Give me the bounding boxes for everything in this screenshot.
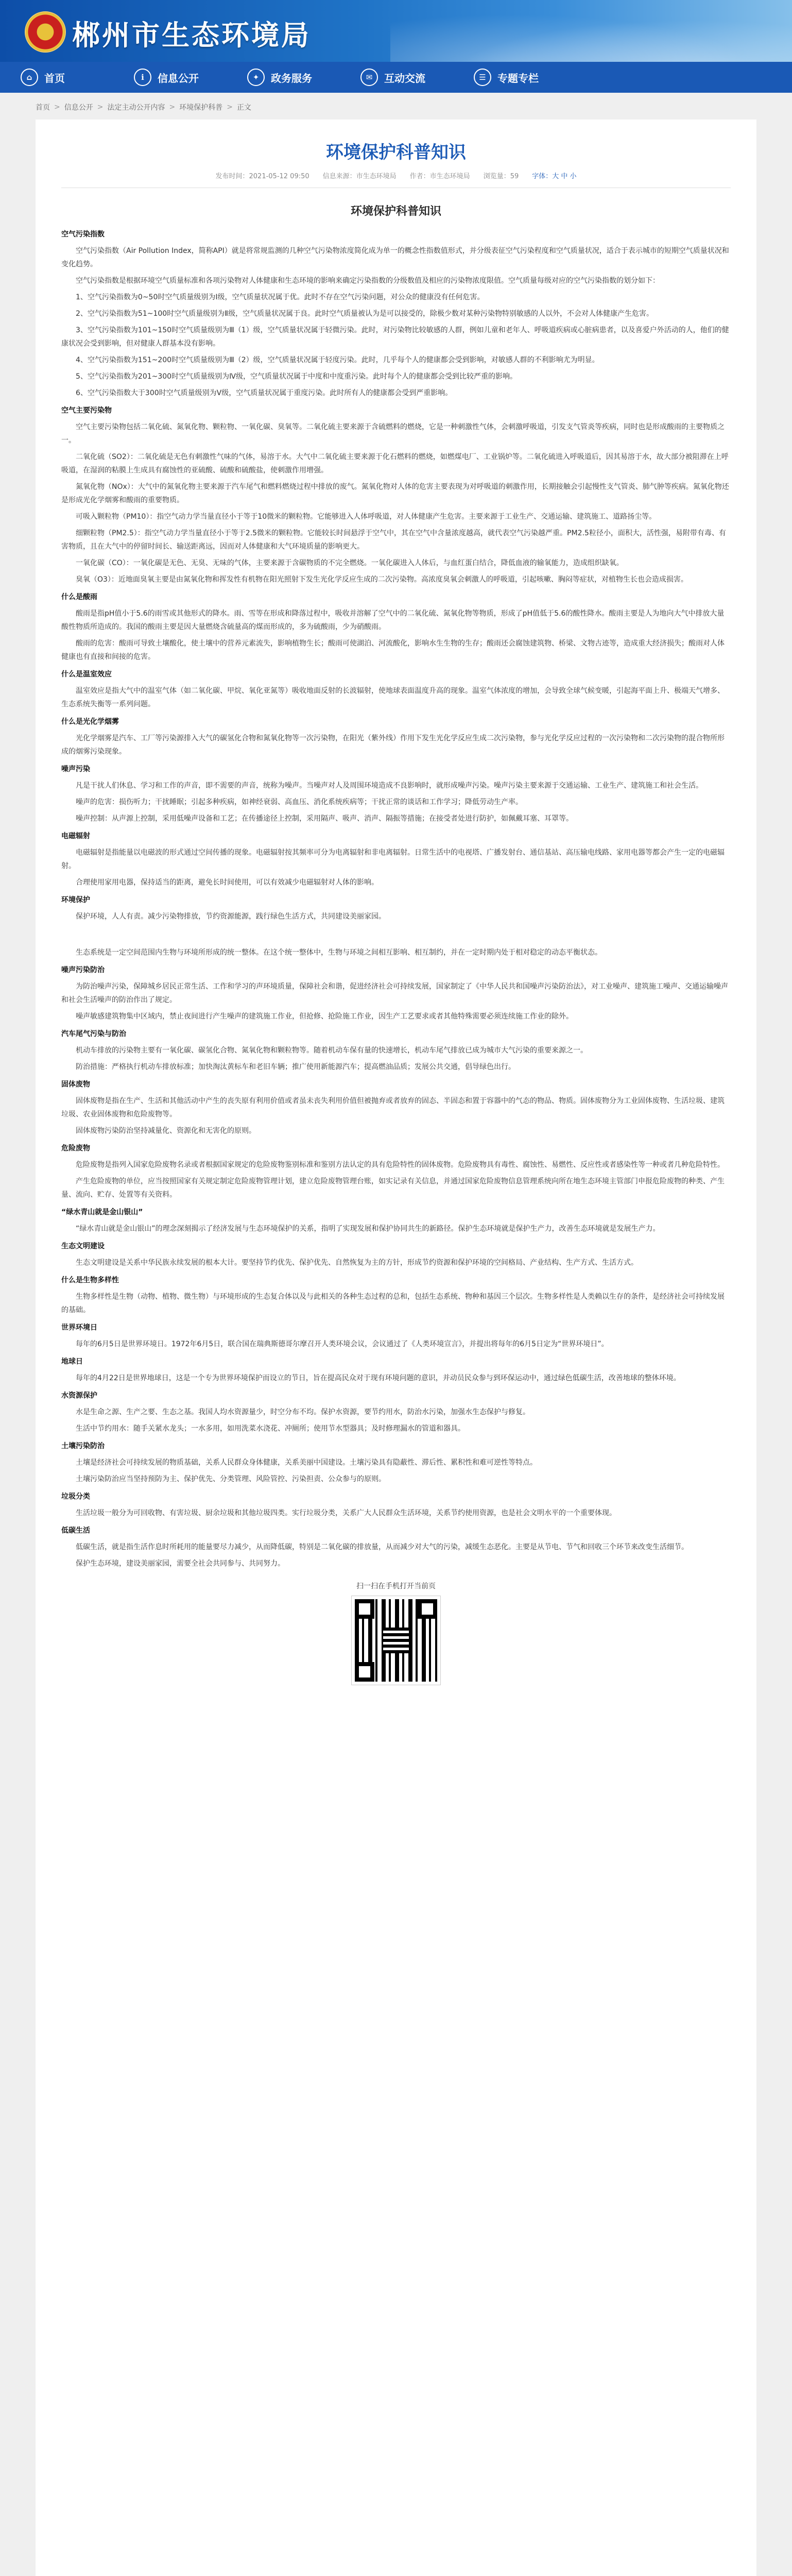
view-count: 浏览量：59 <box>483 173 519 180</box>
nav-item-2[interactable] <box>247 69 360 86</box>
font-size-control[interactable]: 字体：大 中 小 <box>532 173 577 180</box>
nav-item-1[interactable] <box>134 69 247 86</box>
nav-item-3[interactable] <box>360 69 474 86</box>
paragraph: 噪声控制：从声源上控制，采用低噪声设备和工艺；在传播途径上控制，采用隔声、吸声、消声、隔振等措施；在接受者处进行防护，如佩戴耳塞、耳罩等。 <box>76 815 573 823</box>
paragraph: 水是生命之源、生产之要、生态之基。我国人均水资源量少，时空分布不均。保护水资源，要节约用水，防治水污染，加强水生态保护与修复。 <box>76 1408 530 1416</box>
nav-item-label: 政务服务 <box>271 72 312 84</box>
paragraph: 每年的4月22日是世界地球日，这是一个专为世界环境保护而设立的节日，旨在提高民众对于现有环境问题的意识，并动员民众参与到环保运动中，通过绿色低碳生活，改善地球的整体环境。 <box>76 1374 681 1382</box>
section-heading: 空气主要污染物 <box>61 406 112 415</box>
site-title: 郴州市生态环境局 <box>72 19 311 52</box>
paragraph: 低碳生活，就是指生活作息时所耗用的能量要尽力减少，从而降低碳，特别是二氧化碳的排放量，从而减少对大气的污染，减缓生态恶化。主要是从节电、节气和回收三个环节来改变生活细节。 <box>76 1543 688 1551</box>
paragraph: 防治措施：严格执行机动车排放标准；加快淘汰黄标车和老旧车辆；推广使用新能源汽车；提高燃油品质；发展公共交通，倡导绿色出行。 <box>76 1063 515 1071</box>
paragraph: 空气污染指数（Air Pollution Index，简称API）就是将常规监测的几种空气污染物浓度简化成为单一的概念性指数值形式，并分级表征空气污染程度和空气质量状况，适合于表示城市的短期空气质量状况和变化趋势。 <box>61 247 729 268</box>
section-heading: 土壤污染防治 <box>61 1442 105 1450</box>
breadcrumb-item[interactable]: 首页 <box>36 104 50 112</box>
paragraph: 光化学烟雾是汽车、工厂等污染源排入大气的碳氢化合物和氮氧化物等一次污染物，在阳光（紫外线）作用下发生光化学反应生成二次污染物，参与光化学反应过程的一次污染物和二次污染物的混合物所形成的烟雾污染现象。 <box>61 734 725 756</box>
section-heading: 什么是生物多样性 <box>61 1276 119 1284</box>
paragraph: 为防治噪声污染，保障城乡居民正常生活、工作和学习的声环境质量，保障社会和谐，促进经济社会可持续发展，国家制定了《中华人民共和国噪声污染防治法》，对工业噪声、建筑施工噪声、交通运输噪声和社会生活噪声的防治作出了规定。 <box>61 982 728 1004</box>
paragraph: 臭氧（O3）：近地面臭氧主要是由氮氧化物和挥发性有机物在阳光照射下发生光化学反应生成的二次污染物。高浓度臭氧会刺激人的呼吸道，引起咳嗽、胸闷等症状，对植物生长也会造成损害。 <box>76 575 688 584</box>
section-heading: 环境保护 <box>61 896 90 904</box>
section-heading: 空气污染指数 <box>61 230 105 239</box>
section-heading: 什么是温室效应 <box>61 670 112 679</box>
section-heading: 什么是光化学烟雾 <box>61 718 119 726</box>
article-body-part-1 <box>61 228 731 923</box>
section-heading: 低碳生活 <box>61 1527 90 1535</box>
paragraph: 空气污染指数是根据环境空气质量标准和各项污染物对人体健康和生态环境的影响来确定污染指数的分级数值及相应的污染物浓度限值。空气质量每级对应的空气污染指数的划分如下： <box>76 277 660 285</box>
paragraph: 每年的6月5日是世界环境日。1972年6月5日，联合国在瑞典斯德哥尔摩召开人类环境会议，会议通过了《人类环境宣言》，并提出将每年的6月5日定为“世界环境日”。 <box>76 1340 609 1348</box>
paragraph: 1、空气污染指数为0~50时空气质量级别为Ⅰ级，空气质量状况属于优。此时不存在空气污染问题，对公众的健康没有任何危害。 <box>76 293 485 301</box>
paragraph: 可吸入颗粒物（PM10）：指空气动力学当量直径小于等于10微米的颗粒物。它能够进入人体呼吸道，对人体健康产生危害。主要来源于工业生产、交通运输、建筑施工、道路扬尘等。 <box>76 513 657 521</box>
nav-item-label: 专题专栏 <box>497 72 539 84</box>
breadcrumb-item[interactable]: 信息公开 <box>64 104 93 112</box>
emblem-icon <box>25 11 66 53</box>
breadcrumb-separator: > <box>54 103 60 111</box>
paragraph: 危险废物是指列入国家危险废物名录或者根据国家规定的危险废物鉴别标准和鉴别方法认定的具有危险特性的固体废物。危险废物具有毒性、腐蚀性、易燃性、反应性或者感染性等一种或者几种危险特性。 <box>76 1161 725 1169</box>
service-icon: ✦ <box>247 69 265 86</box>
paragraph: 固体废物是指在生产、生活和其他活动中产生的丧失原有利用价值或者虽未丧失利用价值但被抛弃或者放弃的固态、半固态和置于容器中的气态的物品、物质。固体废物分为工业固体废物、生活垃圾、建筑垃圾、农业固体废物和危险废物等。 <box>61 1097 725 1118</box>
paragraph: 3、空气污染指数为101~150时空气质量级别为Ⅲ（1）级，空气质量状况属于轻微污染。此时，对污染物比较敏感的人群，例如儿童和老年人、呼吸道疾病或心脏病患者，以及喜爱户外活动的人，他们的健康状况会受到影响，但对健康人群基本没有影响。 <box>61 326 729 348</box>
section-heading: 生态文明建设 <box>61 1242 105 1250</box>
article-body-part-2 <box>61 946 731 1570</box>
nav-item-label: 互动交流 <box>384 72 425 84</box>
chat-icon: ✉ <box>360 69 378 86</box>
article-author: 作者：市生态环境局 <box>409 173 470 180</box>
article-subtitle: 环境保护科普知识 <box>350 205 441 218</box>
paragraph: “绿水青山就是金山银山”的理念深刻揭示了经济发展与生态环境保护的关系，指明了实现发展和保护协同共生的新路径。保护生态环境就是保护生产力，改善生态环境就是发展生产力。 <box>76 1225 660 1233</box>
paragraph: 生活中节约用水：随手关紧水龙头；一水多用，如用洗菜水浇花、冲厕所；使用节水型器具；及时修理漏水的管道和器具。 <box>76 1425 465 1433</box>
paragraph: 合理使用家用电器，保持适当的距离，避免长时间使用，可以有效减少电磁辐射对人体的影响。 <box>76 878 378 887</box>
paragraph: 保护环境，人人有责。减少污染物排放，节约资源能源，践行绿色生活方式，共同建设美丽家园。 <box>76 912 386 921</box>
article-source: 信息来源：市生态环境局 <box>322 173 397 180</box>
section-heading: 垃圾分类 <box>61 1493 90 1501</box>
section-heading: “绿水青山就是金山银山” <box>61 1208 143 1216</box>
breadcrumb-separator: > <box>227 103 233 111</box>
paragraph: 生态文明建设是关系中华民族永续发展的根本大计。要坚持节约优先、保护优先、自然恢复为主的方针，形成节约资源和保护环境的空间格局、产业结构、生产方式、生活方式。 <box>76 1259 638 1267</box>
paragraph: 产生危险废物的单位，应当按照国家有关规定制定危险废物管理计划，建立危险废物管理台账，如实记录有关信息，并通过国家危险废物信息管理系统向所在地生态环境主管部门申报危险废物的种类、产生量、流向、贮存、处置等有关资料。 <box>61 1177 725 1199</box>
section-heading: 噪声污染防治 <box>61 966 105 974</box>
paragraph: 电磁辐射是指能量以电磁波的形式通过空间传播的现象。电磁辐射按其频率可分为电离辐射和非电离辐射。日常生活中的电视塔、广播发射台、通信基站、高压输电线路、家用电器等都会产生一定的电磁辐射。 <box>61 849 725 870</box>
breadcrumb-separator: > <box>169 103 176 111</box>
banner-decoration <box>390 5 792 62</box>
paragraph: 2、空气污染指数为51~100时空气质量级别为Ⅱ级，空气质量状况属于良。此时空气质量被认为是可以接受的，除极少数对某种污染物特别敏感的人以外，不会对人体健康产生危害。 <box>76 310 654 318</box>
nav-item-4[interactable] <box>474 69 587 86</box>
paragraph: 5、空气污染指数为201~300时空气质量级别为Ⅳ级，空气质量状况属于中度和中度重污染。此时每个人的健康都会受到比较严重的影响。 <box>76 372 517 381</box>
nav-item-label: 首页 <box>44 72 65 84</box>
paragraph: 土壤污染防治应当坚持预防为主、保护优先、分类管理、风险管控、污染担责、公众参与的原则。 <box>76 1475 386 1483</box>
section-heading: 世界环境日 <box>61 1324 97 1332</box>
breadcrumb-item[interactable]: 法定主动公开内容 <box>107 104 165 112</box>
breadcrumb-item: 正文 <box>236 104 251 112</box>
publish-date: 发布时间：2021-05-12 09:50 <box>215 173 309 180</box>
paragraph: 固体废物污染防治坚持减量化、资源化和无害化的原则。 <box>76 1127 256 1135</box>
section-heading: 电磁辐射 <box>61 832 90 840</box>
breadcrumb <box>36 102 756 112</box>
paragraph: 酸雨的危害：酸雨可导致土壤酸化，使土壤中的营养元素流失，影响植物生长；酸雨可使湖泊、河流酸化，影响水生生物的生存；酸雨还会腐蚀建筑物、桥梁、文物古迹等，造成重大经济损失；酸雨对人体健康也有直接和间接的危害。 <box>61 639 725 661</box>
paragraph: 二氧化硫（SO2）：二氧化硫是无色有刺激性气味的气体，易溶于水。大气中二氧化硫主要来源于化石燃料的燃烧，如燃煤电厂、工业锅炉等。二氧化硫进入呼吸道后，因其易溶于水，故大部分被阻滞在上呼吸道，在湿润的粘膜上生成具有腐蚀性的亚硫酸、硫酸和硫酸盐，使刺激作用增强。 <box>61 453 729 474</box>
section-heading: 危险废物 <box>61 1144 90 1153</box>
section-heading: 水资源保护 <box>61 1392 97 1400</box>
paragraph: 生态系统是一定空间范围内生物与环境所形成的统一整体。在这个统一整体中，生物与环境之间相互影响、相互制约，并在一定时期内处于相对稳定的动态平衡状态。 <box>76 948 602 957</box>
paragraph: 细颗粒物（PM2.5）：指空气动力学当量直径小于等于2.5微米的颗粒物。它能较长时间悬浮于空气中，其在空气中含量浓度越高，就代表空气污染越严重。PM2.5粒径小，面积大，活性强，易附带有毒、有害物质，且在大气中的停留时间长、输送距离远，因而对人体健康和大气环境质量的影响更大。 <box>61 529 726 551</box>
nav-item-label: 信息公开 <box>158 72 199 84</box>
paragraph: 凡是干扰人们休息、学习和工作的声音，即不需要的声音，统称为噪声。当噪声对人及周围环境造成不良影响时，就形成噪声污染。噪声污染主要来源于交通运输、工业生产、建筑施工和社会生活。 <box>76 782 703 790</box>
qr-section <box>61 1581 731 1685</box>
paragraph: 酸雨是指pH值小于5.6的雨雪或其他形式的降水。雨、雪等在形成和降落过程中，吸收并溶解了空气中的二氧化硫、氮氧化物等物质，形成了pH值低于5.6的酸性降水。酸雨主要是人为地向大气中排放大量酸性物质所造成的。我国的酸雨主要是因大量燃烧含硫量高的煤而形成的，多为硫酸雨，少为硝酸雨。 <box>61 609 725 631</box>
section-heading: 固体废物 <box>61 1080 90 1089</box>
paragraph: 一氧化碳（CO）：一氧化碳是无色、无臭、无味的气体，主要来源于含碳物质的不完全燃烧。一氧化碳进入人体后，与血红蛋白结合，降低血液的输氧能力，造成组织缺氧。 <box>76 559 624 567</box>
section-heading: 汽车尾气污染与防治 <box>61 1030 126 1038</box>
section-heading: 地球日 <box>61 1358 83 1366</box>
breadcrumb-item[interactable]: 环境保护科普 <box>179 104 223 112</box>
topic-icon: ☰ <box>474 69 491 86</box>
breadcrumb-separator: > <box>97 103 104 111</box>
paragraph: 6、空气污染指数大于300时空气质量级别为Ⅴ级，空气质量状况属于重度污染。此时所有人的健康都会受到严重影响。 <box>76 389 453 397</box>
nav-item-0[interactable] <box>21 69 134 86</box>
paragraph: 4、空气污染指数为151~200时空气质量级别为Ⅲ（2）级，空气质量状况属于轻度污染。此时，几乎每个人的健康都会受到影响，对敏感人群的不利影响尤为明显。 <box>76 356 599 364</box>
qr-code <box>352 1596 440 1685</box>
main-nav <box>0 62 792 93</box>
home-icon: ⌂ <box>21 69 38 86</box>
site-banner <box>0 0 792 62</box>
paragraph: 保护生态环境，建设美丽家园，需要全社会共同参与、共同努力。 <box>76 1560 285 1568</box>
paragraph: 噪声的危害：损伤听力；干扰睡眠；引起多种疾病，如神经衰弱、高血压、消化系统疾病等；干扰正常的谈话和工作学习；降低劳动生产率。 <box>76 798 523 806</box>
article-meta <box>61 171 731 188</box>
qr-caption: 扫一扫在手机打开当前页 <box>356 1582 436 1590</box>
section-heading: 噪声污染 <box>61 765 90 773</box>
article-title: 环境保护科普知识 <box>326 142 466 163</box>
article-container <box>36 120 756 2576</box>
info-icon: ℹ <box>134 69 151 86</box>
paragraph: 土壤是经济社会可持续发展的物质基础，关系人民群众身体健康，关系美丽中国建设。土壤污染具有隐蔽性、滞后性、累积性和难可逆性等特点。 <box>76 1459 537 1467</box>
paragraph: 生活垃圾一般分为可回收物、有害垃圾、厨余垃圾和其他垃圾四类。实行垃圾分类，关系广大人民群众生活环境，关系节约使用资源，也是社会文明水平的一个重要体现。 <box>76 1509 616 1517</box>
paragraph: 机动车排放的污染物主要有一氧化碳、碳氢化合物、氮氧化物和颗粒物等。随着机动车保有量的快速增长，机动车尾气排放已成为城市大气污染的重要来源之一。 <box>76 1046 588 1055</box>
paragraph: 噪声敏感建筑物集中区域内，禁止夜间进行产生噪声的建筑施工作业，但抢修、抢险施工作业，因生产工艺要求或者其他特殊需要必须连续施工作业的除外。 <box>76 1012 573 1021</box>
paragraph: 生物多样性是生物（动物、植物、微生物）与环境形成的生态复合体以及与此相关的各种生态过程的总和，包括生态系统、物种和基因三个层次。生物多样性是人类赖以生存的条件，是经济社会可持续发展的基础。 <box>61 1293 725 1314</box>
section-heading: 什么是酸雨 <box>61 593 97 601</box>
paragraph: 空气主要污染物包括二氧化硫、氮氧化物、颗粒物、一氧化碳、臭氧等。二氧化硫主要来源于含硫燃料的燃烧，它是一种刺激性气体，会刺激呼吸道，引发支气管炎等疾病，同时也是形成酸雨的主要物质之一。 <box>61 423 725 445</box>
paragraph: 氮氧化物（NOx）：大气中的氮氧化物主要来源于汽车尾气和燃料燃烧过程中排放的废气。氮氧化物对人体的危害主要表现为对呼吸道的刺激作用，长期接触会引起慢性支气管炎、肺气肿等疾病。氮氧化物还是形成光化学烟雾和酸雨的重要物质。 <box>61 483 729 504</box>
paragraph: 温室效应是指大气中的温室气体（如二氧化碳、甲烷、氧化亚氮等）吸收地面反射的长波辐射，使地球表面温度升高的现象。温室气体浓度的增加，会导致全球气候变暖，引起海平面上升、极端天气增多、生态系统失衡等一系列问题。 <box>61 687 725 708</box>
